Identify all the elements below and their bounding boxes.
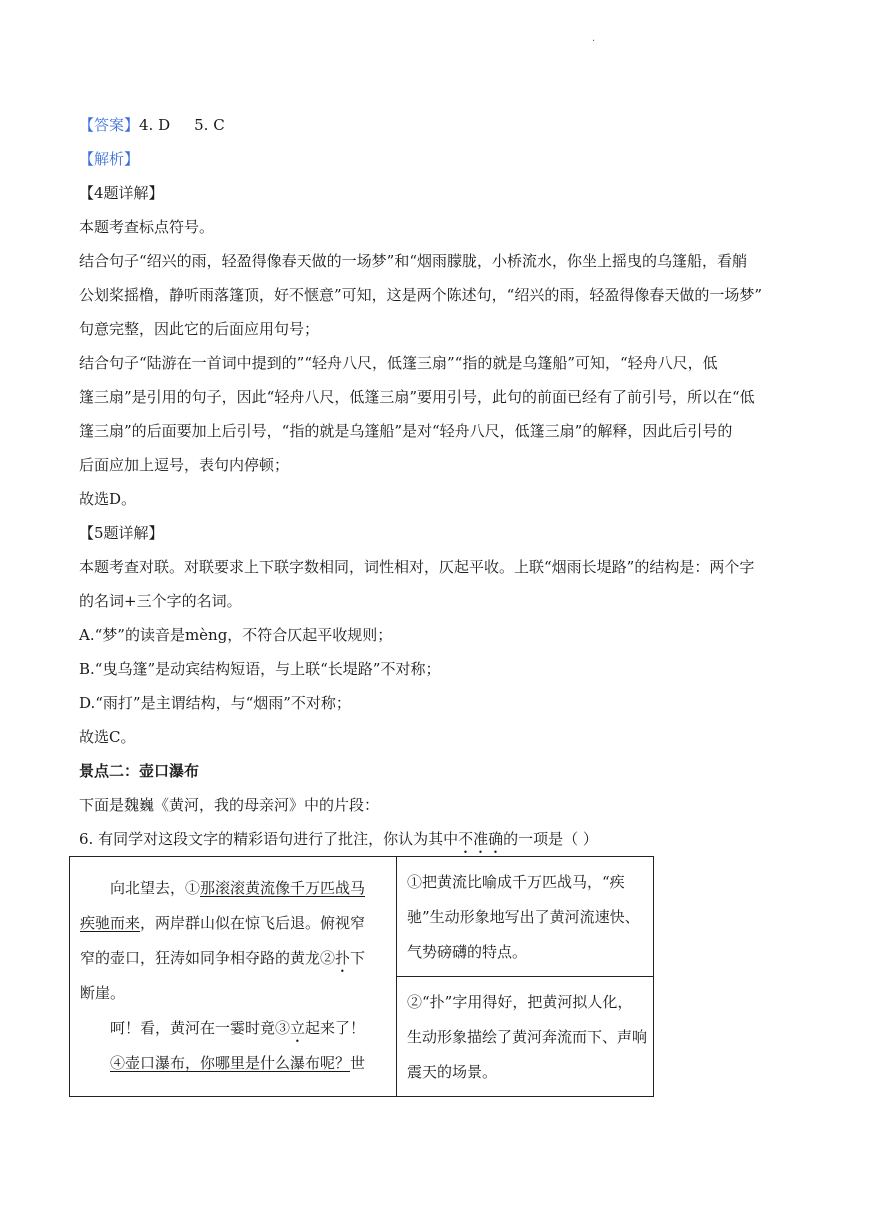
answer-tag: 【答案】 <box>79 116 140 134</box>
q5-heading: 【5题详解】 <box>79 524 164 542</box>
q4-line: 结合句子“绍兴的雨，轻盈得像春天做的一场梦”和“烟雨朦胧，小桥流水，你坐上摇曳的乌篷船，看艄 <box>79 252 748 270</box>
underlined-phrase: 那滚滚黄流像千万匹战马 <box>200 879 366 897</box>
passage-table <box>69 856 654 1097</box>
note-cell-2: ②“扑”字用得好，把黄河拟人化， 生动形象描绘了黄河奔流而下、声响 震天的场景。 <box>397 977 654 1097</box>
q5-line: 的名词+三个字的名词。 <box>79 592 242 610</box>
q4-line: 句意完整，因此它的后面应用句号； <box>79 320 320 338</box>
passage-intro: 下面是魏巍《黄河，我的母亲河》中的片段： <box>79 796 380 814</box>
q4-line: 结合句子“陆游在一首词中提到的”“轻舟八尺，低篷三扇”“指的就是乌篷船”可知，“轻舟八尺，低 <box>79 354 718 372</box>
q4-line: 故选D。 <box>79 490 137 508</box>
q4-line: 篷三扇”是引用的句子，因此“轻舟八尺，低篷三扇”要用引号，此句的前面已经有了前引号，所以在“低 <box>79 388 755 406</box>
q4-heading: 【4题详解】 <box>79 184 164 202</box>
passage-cell: 向北望去，①那滚滚黄流像千万匹战马 疾驰而来，两岸群山似在惊飞后退。俯视窄 窄的壶口，狂涛如同争相夺路的黄龙②扑下 断崖。 呵！看，黄河在一霎时竟③立起来了！ ④壶口瀑布，你哪里是什么瀑布呢？世 <box>70 857 397 1097</box>
section-title: 景点二：壶口瀑布 <box>79 762 200 780</box>
q5-line: 本题考查对联。对联要求上下联字数相同，词性相对，仄起平收。上联“烟雨长堤路”的结构是：两个字 <box>79 558 755 576</box>
note-cell-1: ①把黄流比喻成千万匹战马，“疾 驰”生动形象地写出了黄河流速快、 气势磅礴的特点。 <box>397 857 654 977</box>
q4-line: 后面应加上逗号，表句内停顿； <box>79 456 290 474</box>
answer-5: 5. C <box>194 116 225 134</box>
question-6: 6. 有同学对这段文字的精彩语句进行了批注，你认为其中不准确的一项是（ ） <box>79 830 598 848</box>
underlined-phrase: ④壶口瀑布，你哪里是什么瀑布呢？ <box>110 1054 351 1072</box>
q4-line: 公划桨摇橹，静听雨落篷顶，好不惬意”可知，这是两个陈述句，“绍兴的雨，轻盈得像春天做的一场梦” <box>79 286 763 304</box>
emphasis-char: 立 <box>290 1019 306 1037</box>
q4-line: 篷三扇”的后面要加上后引号，“指的就是乌篷船”是对“轻舟八尺，低篷三扇”的解释，因此后引号的 <box>79 422 733 440</box>
q5-line: B.“曳乌篷”是动宾结构短语，与上联“长堤路”不对称； <box>79 660 441 678</box>
emphasis-char: 扑 <box>335 949 351 967</box>
q5-line: A.“梦”的读音是mèng，不符合仄起平收规则； <box>79 626 393 644</box>
q5-line: D.“雨打”是主谓结构，与“烟雨”不对称； <box>79 694 351 712</box>
q5-line: 故选C。 <box>79 728 136 746</box>
underlined-phrase: 疾驰而来 <box>80 914 141 932</box>
answer-4: 4. D <box>139 116 171 134</box>
analysis-tag: 【解析】 <box>79 150 140 168</box>
page-mark: . <box>592 33 596 44</box>
q4-line: 本题考查标点符号。 <box>79 218 215 236</box>
emphasis-text: 不准确 <box>458 830 504 848</box>
document-body <box>79 108 799 857</box>
answer-line <box>79 108 799 142</box>
